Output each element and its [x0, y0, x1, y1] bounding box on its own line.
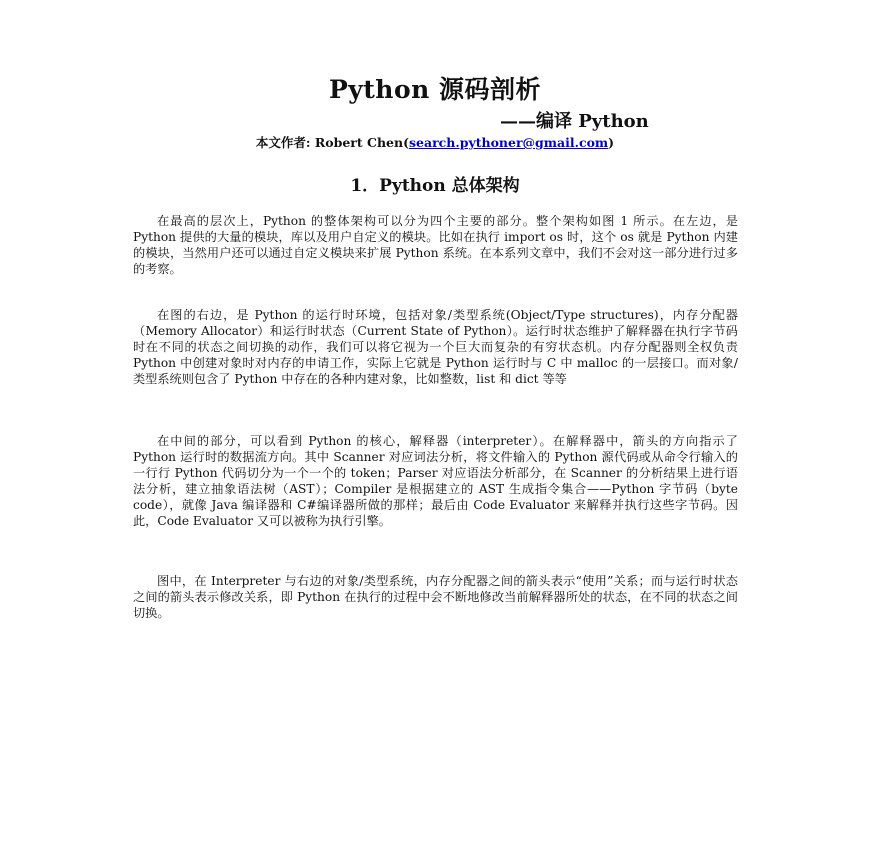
document-title: Python 源码剖析 [328, 75, 542, 104]
author-prefix: 本文作者: Robert Chen( [255, 135, 409, 150]
paragraph-1: 在最高的层次上，Python 的整体架构可以分为四个主要的部分。整个架构如图 1 所示。在左边，是 Python 提供的大量的模块，库以及用户自定义的模块。比如在执行 import os 时，这个 os 就是 Python 内建的模块，当然用户还可以通过自定义模块来扩展 Python 系统。在本系列文章中，我们不会对这一部分进行过多的考察。 [133, 214, 738, 276]
paragraph-2: 在图的右边，是 Python 的运行时环境，包括对象/类型系统(Object/Type structures)，内存分配器（Memory Allocator）和运行时状态（Current State of Python）。运行时状态维护了解释器在执行字节码时在不同的状态之间切换的动作，我们可以将它视为一个巨大而复杂的有穷状态机。内存分配器则全权负责 Python 中创建对象时对内存的申请工作，实际上它就是 Python 运行时与 C 中 malloc 的一层接口。而对象/类型系统则包含了 Python 中存在的各种内建对象，比如整数，list 和 dict 等等 [133, 308, 738, 386]
author-line [0, 133, 870, 151]
author-suffix: ) [608, 135, 615, 150]
paragraph-3: 在中间的部分，可以看到 Python 的核心，解释器（interpreter）。在解释器中，箭头的方向指示了 Python 运行时的数据流方向。其中 Scanner 对应词法分析，将文件输入的 Python 源代码或从命令行输入的一行行 Python 代码切分为一个一个的 token；Parser 对应语法分析部分，在 Scanner 的分析结果上进行语法分析，建立抽象语法树（AST）；Compiler 是根据建立的 AST 生成指令集合——Python 字节码（byte code），就像 Java 编译器和 C#编译器所做的那样；最后由 Code Evaluator 来解释并执行这些字节码。因此，Code Evaluator 又可以被称为执行引擎。 [133, 434, 738, 528]
document-subtitle: ——编译 Python [500, 111, 649, 132]
paragraph-4: 图中，在 Interpreter 与右边的对象/类型系统，内存分配器之间的箭头表示“使用”关系；而与运行时状态之间的箭头表示修改关系，即 Python 在执行的过程中会不断地修改当前解释器所处的状态，在不同的状态之间切换。 [133, 574, 738, 620]
section-heading: 1．Python 总体架构 [350, 176, 520, 196]
author-email-link[interactable]: search.pythoner@gmail.com [409, 135, 609, 150]
